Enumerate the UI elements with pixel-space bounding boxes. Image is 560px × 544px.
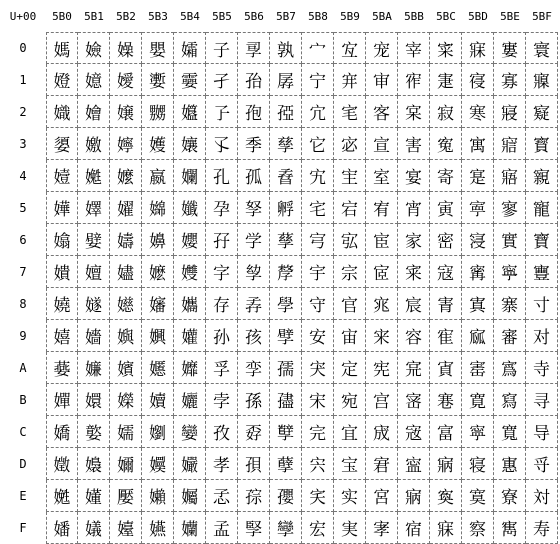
glyph-cell: 宴 xyxy=(398,160,430,192)
glyph-cell: 嬌 xyxy=(46,416,78,448)
glyph-cell: 嬥 xyxy=(110,192,142,224)
glyph-cell: 察 xyxy=(462,512,494,544)
glyph-cell: 宁 xyxy=(302,64,334,96)
glyph-cell: 存 xyxy=(206,288,238,320)
glyph-cell: 対 xyxy=(526,480,558,512)
glyph-cell: 嬳 xyxy=(142,128,174,160)
glyph-cell: 寷 xyxy=(526,256,558,288)
glyph-cell: 宗 xyxy=(334,256,366,288)
glyph-cell: 孯 xyxy=(238,512,270,544)
glyph-cell: 嬘 xyxy=(78,288,110,320)
glyph-cell: 室 xyxy=(366,160,398,192)
glyph-cell: 嬷 xyxy=(142,256,174,288)
column-header: 5B5 xyxy=(212,9,232,23)
glyph-cell: 孓 xyxy=(206,128,238,160)
column-header: 5B1 xyxy=(84,9,104,23)
glyph-cell: 嬉 xyxy=(46,320,78,352)
glyph-cell: 嬧 xyxy=(110,256,142,288)
glyph-cell: 嬚 xyxy=(78,352,110,384)
glyph-cell: 宩 xyxy=(366,320,398,352)
glyph-cell: 嬡 xyxy=(110,64,142,96)
glyph-cell: 寘 xyxy=(462,288,494,320)
glyph-cell: 嬖 xyxy=(78,224,110,256)
glyph-cell: 嬸 xyxy=(142,288,174,320)
column-header: 5BA xyxy=(372,9,392,23)
glyph-cell: 宬 xyxy=(366,416,398,448)
glyph-cell: 寨 xyxy=(494,288,526,320)
glyph-cell: 宵 xyxy=(398,192,430,224)
glyph-cell: 寚 xyxy=(462,352,494,384)
glyph-cell: 嬋 xyxy=(46,384,78,416)
glyph-cell: 寽 xyxy=(526,448,558,480)
glyph-cell: 寐 xyxy=(462,32,494,64)
glyph-cell: 寏 xyxy=(430,480,462,512)
glyph-cell: 孵 xyxy=(270,192,302,224)
glyph-cell: 宍 xyxy=(302,448,334,480)
column-header: 5BD xyxy=(468,9,488,23)
glyph-cell: 寪 xyxy=(494,352,526,384)
glyph-cell: 客 xyxy=(366,96,398,128)
glyph-cell: 宨 xyxy=(366,288,398,320)
glyph-cell: 嬔 xyxy=(78,160,110,192)
glyph-cell: 导 xyxy=(526,416,558,448)
column-header: 5BC xyxy=(436,9,456,23)
glyph-cell: 嬹 xyxy=(142,320,174,352)
glyph-cell: 嬇 xyxy=(46,256,78,288)
row-header: 1 xyxy=(19,73,27,87)
glyph-cell: 孥 xyxy=(238,192,270,224)
glyph-cell: 寓 xyxy=(462,128,494,160)
column-header: 5B6 xyxy=(244,9,264,23)
column-header: 5B8 xyxy=(308,9,328,23)
glyph-cell: 孄 xyxy=(174,160,206,192)
glyph-cell: 學 xyxy=(270,288,302,320)
glyph-cell: 寎 xyxy=(430,448,462,480)
glyph-cell: 宠 xyxy=(366,32,398,64)
glyph-cell: 孪 xyxy=(238,352,270,384)
glyph-cell: 孏 xyxy=(174,512,206,544)
glyph-cell: 学 xyxy=(238,224,270,256)
glyph-cell: 寂 xyxy=(430,96,462,128)
glyph-cell: 孃 xyxy=(174,128,206,160)
glyph-cell: 嬒 xyxy=(78,96,110,128)
glyph-cell: 富 xyxy=(430,416,462,448)
glyph-cell: 寠 xyxy=(494,32,526,64)
column-header: 5B9 xyxy=(340,9,360,23)
glyph-cell: 宜 xyxy=(334,416,366,448)
glyph-cell: 嬱 xyxy=(142,64,174,96)
glyph-cell: 孠 xyxy=(238,32,270,64)
glyph-cell: 嬩 xyxy=(110,320,142,352)
row-header: 8 xyxy=(19,297,27,311)
glyph-cell: 嬰 xyxy=(142,32,174,64)
row-header: E xyxy=(19,489,27,503)
glyph-cell: 寀 xyxy=(430,32,462,64)
glyph-cell: 宐 xyxy=(334,32,366,64)
glyph-cell: 嬣 xyxy=(110,128,142,160)
glyph-cell: 寉 xyxy=(430,320,462,352)
glyph-cell: 孉 xyxy=(174,320,206,352)
glyph-cell: 嬵 xyxy=(142,192,174,224)
glyph-cell: 审 xyxy=(366,64,398,96)
glyph-cell: 寔 xyxy=(462,160,494,192)
glyph-cell: 寯 xyxy=(494,512,526,544)
glyph-cell: 宊 xyxy=(302,352,334,384)
glyph-cell: 容 xyxy=(398,320,430,352)
glyph-cell: 宣 xyxy=(366,128,398,160)
glyph-cell: 寗 xyxy=(462,256,494,288)
column-header: 5BE xyxy=(500,9,520,23)
glyph-cell: 孙 xyxy=(206,320,238,352)
glyph-cell: 媽 xyxy=(46,32,78,64)
glyph-cell: 孋 xyxy=(174,384,206,416)
glyph-cell: 寋 xyxy=(430,384,462,416)
glyph-cell: 害 xyxy=(398,128,430,160)
glyph-cell: 孨 xyxy=(238,288,270,320)
glyph-cell: 審 xyxy=(494,320,526,352)
glyph-cell: 孟 xyxy=(206,512,238,544)
glyph-cell: 宕 xyxy=(334,192,366,224)
glyph-cell: 寛 xyxy=(462,384,494,416)
glyph-cell: 孈 xyxy=(174,288,206,320)
glyph-cell: 寬 xyxy=(494,416,526,448)
glyph-cell: 嬻 xyxy=(142,384,174,416)
glyph-cell: 寫 xyxy=(494,384,526,416)
glyph-cell: 宅 xyxy=(302,192,334,224)
row-header: 3 xyxy=(19,137,27,151)
glyph-cell: 寢 xyxy=(494,96,526,128)
glyph-cell: 孳 xyxy=(270,128,302,160)
glyph-cell: 宲 xyxy=(398,96,430,128)
glyph-cell: 寮 xyxy=(494,480,526,512)
glyph-cell: 宧 xyxy=(366,256,398,288)
glyph-cell: 嬂 xyxy=(46,96,78,128)
glyph-cell: 孁 xyxy=(174,64,206,96)
glyph-cell: 寭 xyxy=(494,448,526,480)
glyph-cell: 宺 xyxy=(398,352,430,384)
glyph-cell: 嬈 xyxy=(46,288,78,320)
glyph-cell: 嬟 xyxy=(78,512,110,544)
glyph-cell: 寵 xyxy=(526,192,558,224)
glyph-cell: 嬝 xyxy=(78,448,110,480)
glyph-cell: 嬦 xyxy=(110,224,142,256)
glyph-cell: 宿 xyxy=(398,512,430,544)
glyph-cell: 寺 xyxy=(526,352,558,384)
row-header: 6 xyxy=(19,233,27,247)
row-header: D xyxy=(19,457,27,471)
glyph-cell: 宰 xyxy=(398,32,430,64)
glyph-cell: 寤 xyxy=(494,160,526,192)
glyph-cell: 孂 xyxy=(174,96,206,128)
glyph-cell: 宻 xyxy=(398,384,430,416)
glyph-cell: 嬎 xyxy=(46,480,78,512)
glyph-cell: 守 xyxy=(302,288,334,320)
glyph-cell: 宓 xyxy=(334,128,366,160)
glyph-cell: 嬠 xyxy=(110,32,142,64)
glyph-cell: 实 xyxy=(334,480,366,512)
column-header: 5B4 xyxy=(180,9,200,23)
glyph-cell: 孰 xyxy=(270,32,302,64)
glyph-cell: 寸 xyxy=(526,288,558,320)
row-header: 2 xyxy=(19,105,27,119)
glyph-cell: 孑 xyxy=(206,64,238,96)
glyph-cell: 寁 xyxy=(430,64,462,96)
glyph-cell: 寡 xyxy=(494,64,526,96)
glyph-cell: 孽 xyxy=(270,448,302,480)
glyph-cell: 寳 xyxy=(526,128,558,160)
row-header: 7 xyxy=(19,265,27,279)
glyph-cell: 孝 xyxy=(206,448,238,480)
glyph-cell: 孾 xyxy=(270,480,302,512)
glyph-cell: 宖 xyxy=(334,224,366,256)
glyph-cell: 孼 xyxy=(270,416,302,448)
glyph-cell: 宏 xyxy=(302,512,334,544)
glyph-cell: 宝 xyxy=(334,448,366,480)
row-header: 9 xyxy=(19,329,27,343)
glyph-cell: 宙 xyxy=(334,320,366,352)
glyph-cell: 宫 xyxy=(366,384,398,416)
glyph-cell: 宔 xyxy=(334,160,366,192)
glyph-cell: 嬼 xyxy=(142,416,174,448)
glyph-cell: 孍 xyxy=(174,448,206,480)
glyph-cell: 実 xyxy=(334,512,366,544)
glyph-cell: 宆 xyxy=(302,224,334,256)
glyph-cell: 寃 xyxy=(430,128,462,160)
corner-label: U+00 xyxy=(9,9,37,23)
glyph-cell: 嬄 xyxy=(46,160,78,192)
glyph-cell: 宑 xyxy=(334,64,366,96)
glyph-cell: 寒 xyxy=(462,96,494,128)
glyph-cell: 嬴 xyxy=(142,160,174,192)
glyph-cell: 嬕 xyxy=(78,192,110,224)
glyph-cell: 宮 xyxy=(366,480,398,512)
glyph-cell: 宷 xyxy=(398,256,430,288)
glyph-cell: 宪 xyxy=(366,352,398,384)
glyph-cell: 宒 xyxy=(334,96,366,128)
glyph-cell: 嬤 xyxy=(110,160,142,192)
glyph-cell: 安 xyxy=(302,320,334,352)
glyph-cell: 嬙 xyxy=(78,320,110,352)
row-header: 5 xyxy=(19,201,27,215)
glyph-cell: 孞 xyxy=(206,480,238,512)
glyph-cell: 寈 xyxy=(430,288,462,320)
glyph-cell: 孀 xyxy=(174,32,206,64)
glyph-cell: 官 xyxy=(334,288,366,320)
glyph-cell: 孎 xyxy=(174,480,206,512)
glyph-cell: 嬭 xyxy=(110,448,142,480)
row-header: 4 xyxy=(19,169,27,183)
glyph-cell: 孮 xyxy=(238,480,270,512)
glyph-cell: 孩 xyxy=(238,320,270,352)
glyph-cell: 孡 xyxy=(238,64,270,96)
glyph-cell: 寑 xyxy=(462,64,494,96)
column-header: 5BB xyxy=(404,9,424,23)
glyph-cell: 孭 xyxy=(238,448,270,480)
glyph-cell: 嬫 xyxy=(110,384,142,416)
glyph-cell: 寄 xyxy=(430,160,462,192)
glyph-cell: 定 xyxy=(334,352,366,384)
glyph-cell: 嬿 xyxy=(142,512,174,544)
glyph-cell: 宎 xyxy=(302,480,334,512)
glyph-cell: 嬞 xyxy=(78,480,110,512)
glyph-cell: 宱 xyxy=(398,64,430,96)
glyph-cell: 孛 xyxy=(206,384,238,416)
glyph-cell: 孒 xyxy=(206,96,238,128)
glyph-cell: 宋 xyxy=(302,384,334,416)
glyph-cell: 宥 xyxy=(366,192,398,224)
glyph-cell: 嬲 xyxy=(142,96,174,128)
glyph-cell: 嬪 xyxy=(110,352,142,384)
glyph-cell: 寐 xyxy=(430,512,462,544)
glyph-cell: 寖 xyxy=(462,224,494,256)
glyph-cell: 寣 xyxy=(494,128,526,160)
glyph-cell: 寥 xyxy=(494,192,526,224)
glyph-cell: 嬜 xyxy=(78,416,110,448)
glyph-cell: 寰 xyxy=(526,32,558,64)
glyph-cell: 孺 xyxy=(270,352,302,384)
glyph-cell: 嬽 xyxy=(142,448,174,480)
column-header: 5BF xyxy=(532,9,552,23)
glyph-cell: 孔 xyxy=(206,160,238,192)
column-header: 5B7 xyxy=(276,9,296,23)
glyph-cell: 孌 xyxy=(174,416,206,448)
glyph-cell: 寻 xyxy=(526,384,558,416)
glyph-cell: 宄 xyxy=(302,160,334,192)
glyph-cell: 嬐 xyxy=(78,32,110,64)
row-header: B xyxy=(19,393,27,407)
glyph-cell: 嬢 xyxy=(110,96,142,128)
glyph-cell: 嬺 xyxy=(142,352,174,384)
glyph-cell: 宦 xyxy=(366,224,398,256)
glyph-cell: 对 xyxy=(526,320,558,352)
glyph-cell: 孤 xyxy=(238,160,270,192)
glyph-cell: 孱 xyxy=(270,64,302,96)
glyph-cell: 季 xyxy=(238,128,270,160)
glyph-cell: 寞 xyxy=(462,480,494,512)
glyph-cell: 家 xyxy=(398,224,430,256)
glyph-cell: 寅 xyxy=(430,192,462,224)
glyph-cell: 宂 xyxy=(302,96,334,128)
glyph-cell: 孆 xyxy=(174,224,206,256)
glyph-cell: 嬓 xyxy=(78,128,110,160)
glyph-cell: 嬬 xyxy=(110,416,142,448)
glyph-cell: 嬑 xyxy=(78,64,110,96)
glyph-cell: 字 xyxy=(206,256,238,288)
glyph-cell: 孕 xyxy=(206,192,238,224)
row-header: 0 xyxy=(19,41,27,55)
glyph-cell: 完 xyxy=(302,416,334,448)
glyph-cell: 嬨 xyxy=(110,288,142,320)
glyph-cell: 孧 xyxy=(238,256,270,288)
glyph-cell: 孲 xyxy=(270,96,302,128)
glyph-cell: 嬮 xyxy=(110,480,142,512)
glyph-cell: 宯 xyxy=(366,512,398,544)
glyph-cell: 孹 xyxy=(270,320,302,352)
column-header: 5B3 xyxy=(148,9,168,23)
glyph-cell: 寎 xyxy=(398,480,430,512)
glyph-cell: 宸 xyxy=(398,288,430,320)
glyph-cell: 寕 xyxy=(462,192,494,224)
glyph-cell: 孬 xyxy=(238,416,270,448)
row-header: F xyxy=(19,521,27,535)
glyph-cell: 寊 xyxy=(430,352,462,384)
glyph-cell: 嬗 xyxy=(78,256,110,288)
glyph-cell: 宭 xyxy=(366,448,398,480)
glyph-cell: 宛 xyxy=(334,384,366,416)
glyph-cell: 寶 xyxy=(526,224,558,256)
glyph-cell: 子 xyxy=(206,32,238,64)
glyph-cell: 寇 xyxy=(430,256,462,288)
glyph-cell: 宀 xyxy=(302,32,334,64)
glyph-cell: 孊 xyxy=(174,352,206,384)
glyph-cell: 它 xyxy=(302,128,334,160)
column-header: 5B0 xyxy=(52,9,72,23)
glyph-cell: 孜 xyxy=(206,416,238,448)
glyph-cell: 嬊 xyxy=(46,352,78,384)
glyph-cell: 嬃 xyxy=(46,128,78,160)
glyph-cell: 實 xyxy=(494,224,526,256)
glyph-cell: 孶 xyxy=(270,224,302,256)
row-header: C xyxy=(19,425,27,439)
glyph-cell: 寝 xyxy=(462,448,494,480)
glyph-cell: 嬶 xyxy=(142,224,174,256)
glyph-cell: 孢 xyxy=(238,96,270,128)
glyph-cell: 嬯 xyxy=(110,512,142,544)
glyph-cell: 寴 xyxy=(526,160,558,192)
glyph-cell: 寍 xyxy=(398,448,430,480)
glyph-cell: 孫 xyxy=(238,384,270,416)
glyph-cell: 孅 xyxy=(174,192,206,224)
glyph-cell: 孴 xyxy=(270,160,302,192)
glyph-cell: 嬅 xyxy=(46,192,78,224)
column-header: 5B2 xyxy=(116,9,136,23)
glyph-cell: 寜 xyxy=(462,416,494,448)
glyph-cell: 寿 xyxy=(526,512,558,544)
glyph-cell: 寱 xyxy=(526,64,558,96)
glyph-cell: 嬆 xyxy=(46,224,78,256)
glyph-cell: 宼 xyxy=(398,416,430,448)
row-header: A xyxy=(19,361,27,375)
glyph-cell: 孚 xyxy=(206,352,238,384)
glyph-cell: 寧 xyxy=(494,256,526,288)
glyph-cell: 嬾 xyxy=(142,480,174,512)
glyph-cell: 孖 xyxy=(206,224,238,256)
glyph-cell: 孻 xyxy=(270,384,302,416)
glyph-cell: 孇 xyxy=(174,256,206,288)
glyph-cell: 嬏 xyxy=(46,512,78,544)
glyph-cell: 孷 xyxy=(270,256,302,288)
glyph-cell: 寙 xyxy=(462,320,494,352)
glyph-cell: 嬛 xyxy=(78,384,110,416)
glyph-cell: 密 xyxy=(430,224,462,256)
glyph-cell: 寲 xyxy=(526,96,558,128)
glyph-cell: 嬍 xyxy=(46,448,78,480)
glyph-cell: 孿 xyxy=(270,512,302,544)
glyph-cell: 嬁 xyxy=(46,64,78,96)
glyph-cell: 宇 xyxy=(302,256,334,288)
